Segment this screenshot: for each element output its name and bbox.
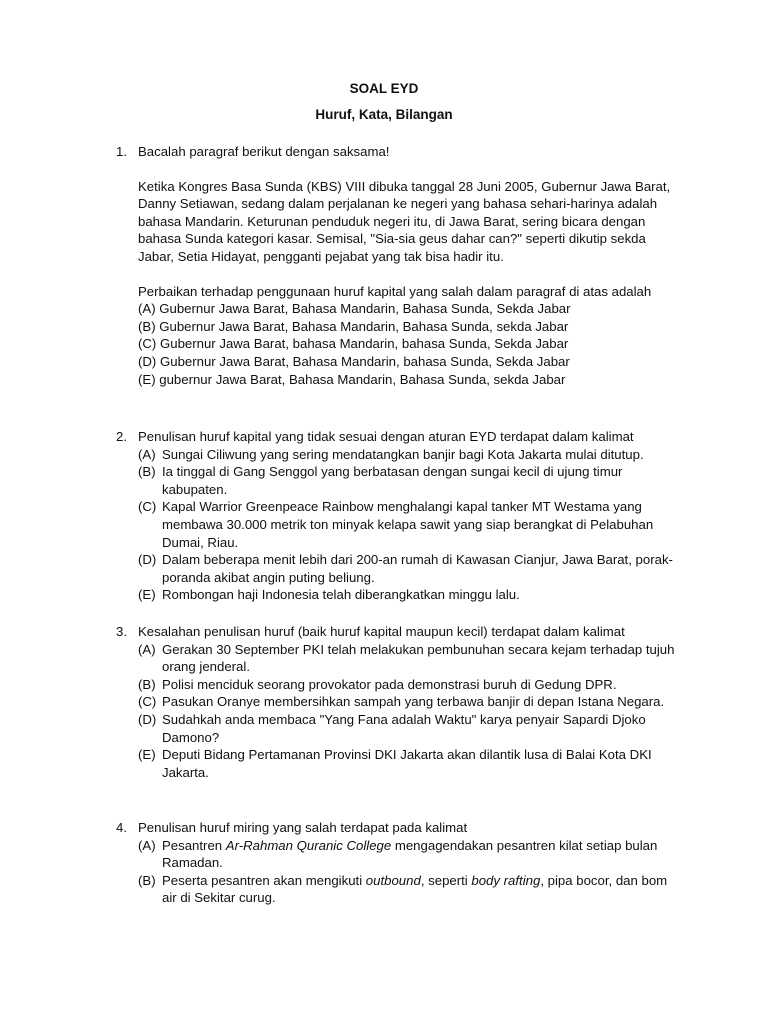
question-number: 1. [116,144,127,159]
option-label: (C) [138,499,157,515]
option-c[interactable] [138,693,683,711]
option-d[interactable] [138,711,683,746]
option-text: , seperti [420,872,472,888]
option-b[interactable] [138,872,683,907]
reading-paragraph: Ketika Kongres Basa Sunda (KBS) VIII dibuka tanggal 28 Juni 2005, Gubernur Jawa Barat, Danny Setiawan, sedang dalam perjalanan ke negeri yang bahasa sehari-harinya adalah bahasa Mandarin. Keturunan penduduk negeri itu, di Jawa Barat, sering bicara dengan bahasa Sunda kategori kasar. Semisal, "Sia-sia geus dahar can?" seperti dikutip sekda Jabar, Setia Hidayat, pengganti pejabat yang tak bisa hadir itu. [138,178,671,264]
option-text: Sungai Ciliwung yang sering mendatangkan banjir bagi Kota Jakarta mulai ditutup. [162,446,644,462]
options-list [138,446,683,604]
question-text: Penulisan huruf kapital yang tidak sesuai dengan aturan EYD terdapat dalam kalimat [138,429,634,444]
options-list [138,300,696,388]
option-text: Gerakan 30 September PKI telah melakukan pembunuhan secara kejam terhadap tujuh orang jenderal. [162,641,675,675]
option-label: (E) [138,587,156,603]
doc-title: SOAL EYD [349,81,419,96]
option-label: (A) [138,837,156,853]
option-label: (E) [138,747,156,763]
option-text: Sudahkah anda membaca "Yang Fana adalah Waktu" karya penyair Sapardi Djoko Damono? [162,711,646,745]
option-label: (D) [138,552,157,568]
option-text: Polisi menciduk seorang provokator pada demonstrasi buruh di Gedung DPR. [162,676,617,692]
question-number: 2. [116,429,127,444]
options-list [138,641,683,782]
option-e[interactable] [138,586,683,604]
option-e[interactable]: (E) gubernur Jawa Barat, Bahasa Mandarin, Bahasa Sunda, sekda Jabar [138,371,566,387]
question-4 [116,819,696,907]
option-text: mengagendakan pesantren kilat setiap bulan Ramadan. [162,837,658,871]
option-text: Ia tinggal di Gang Senggol yang berbatasan dengan sungai kecil di ujung timur kabupaten. [162,464,623,497]
option-label: (C) [138,694,157,710]
italic-term: body rafting [471,872,541,888]
question-text: Penulisan huruf miring yang salah terdapat pada kalimat [138,820,468,835]
italic-term: outbound [365,872,421,888]
option-text: Kapal Warrior Greenpeace Rainbow menghalangi kapal tanker MT Westama yang membawa 30.000 metrik ton minyak kelapa sawit yang siap berangkat di Pelabuhan Dumai, Riau. [162,499,654,550]
question-prompt: Perbaikan terhadap penggunaan huruf kapital yang salah dalam paragraf di atas adalah [138,283,652,299]
option-label: (D) [138,711,157,727]
option-a[interactable]: (A) Gubernur Jawa Barat, Bahasa Mandarin, Bahasa Sunda, Sekda Jabar [138,301,571,317]
option-text: Deputi Bidang Pertamanan Provinsi DKI Jakarta akan dilantik lusa di Balai Kota DKI Jakarta. [162,747,652,780]
option-text: Peserta pesantren akan mengikuti [162,872,366,888]
question-3 [116,623,696,781]
question-number: 4. [116,820,127,835]
option-c[interactable]: (C) Gubernur Jawa Barat, bahasa Mandarin, bahasa Sunda, Sekda Jabar [138,336,569,352]
question-text: Kesalahan penulisan huruf (baik huruf kapital maupun kecil) terdapat dalam kalimat [138,624,625,639]
option-b[interactable]: (B) Gubernur Jawa Barat, Bahasa Mandarin, Bahasa Sunda, sekda Jabar [138,318,569,334]
question-number: 3. [116,624,127,639]
option-c[interactable] [138,498,683,551]
option-label: (B) [138,872,156,888]
options-list [138,837,683,907]
option-b[interactable] [138,463,683,498]
option-text: , pipa bocor, dan bom air di Sekitar curug. [162,872,668,906]
option-d[interactable] [138,551,683,586]
option-a[interactable] [138,446,683,464]
option-text: Dalam beberapa menit lebih dari 200-an rumah di Kawasan Cianjur, Jawa Barat, porak-poranda akibat angin puting beliung. [162,552,673,585]
option-text: Rombongan haji Indonesia telah diberangkatkan minggu lalu. [162,587,520,603]
option-e[interactable] [138,746,683,781]
option-text: Pasukan Oranye membersihkan sampah yang terbawa banjir di depan Istana Negara. [162,694,665,710]
question-1 [116,143,696,388]
italic-term: Ar-Rahman Quranic College [225,837,392,853]
option-label: (B) [138,676,156,692]
option-label: (A) [138,641,156,657]
question-text: Bacalah paragraf berikut dengan saksama! [138,144,390,159]
doc-subtitle: Huruf, Kata, Bilangan [315,107,453,122]
option-text: Pesantren [162,837,226,853]
option-d[interactable]: (D) Gubernur Jawa Barat, Bahasa Mandarin, bahasa Sunda, Sekda Jabar [138,353,570,369]
option-a[interactable] [138,641,683,676]
question-2 [116,428,696,604]
option-a[interactable] [138,837,683,872]
option-label: (B) [138,464,156,480]
option-label: (A) [138,446,156,462]
option-b[interactable] [138,676,683,694]
